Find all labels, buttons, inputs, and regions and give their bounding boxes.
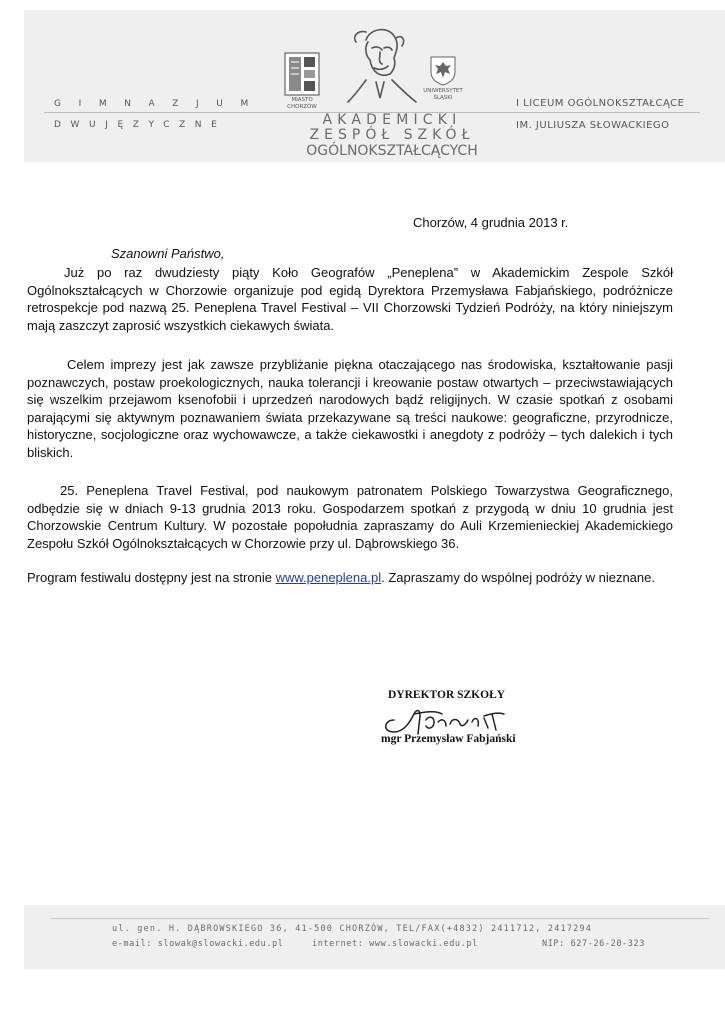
footer-nip: NIP: 627-26-20-323 [542,939,645,949]
paragraph-4-text-end: . Zapraszamy do wspólnej podróży w nieznane. [381,570,655,585]
paragraph-4-text-start: Program festiwalu dostępny jest na stronie [27,570,276,585]
letter-paragraph-2: Celem imprezy jest jak zawsze przybliżanie piękna otaczającego nas środowiska, kształtowanie pasji poznawczych, postaw proekologicznych, nauka tolerancji i kreowanie postaw otwartych – przeciwstawiających się wszelkim przejawom ksenofobii i uprzedzeń narodowych bądź religijnych. W czasie spotkań z osobami parającymi się aktywnym poznawaniem świata przekazywane są treści naukowe: geograficzne, przyrodnicze, historyczne, socjologiczne oraz wychowawcze, a także ciekawostki i anegdoty z podróży – tych dalekich i tych bliskich. [27,357,673,460]
letter-paragraph-4 [27,569,673,587]
university-caption: UNIWERSYTET ŚLĄSKI [423,88,463,101]
letter-greeting: Szanowni Państwo, [111,246,225,261]
portrait-sketch-icon [336,22,426,106]
school-name-line2: ZESPÓŁ SZKÓŁ [309,127,475,143]
handwritten-signature-icon [380,702,520,736]
school-name-line3: OGÓLNOKSZTAŁCĄCYCH [306,143,478,159]
signature-name: mgr Przemysław Fabjański [381,733,516,745]
footer-email: e-mail: slowak@slowacki.edu.pl [112,939,284,949]
letterhead-dwujezyczne: DWUJĘZYCZNE [54,120,227,130]
letter-paragraph-1: Już po raz dwudziesty piąty Koło Geografów „Peneplena” w Akademickim Zespole Szkół Ogólnokształcących w Chorzowie organizuje pod egidą Dyrektora Przemysława Fabjańskiego, podróżnicze retrospekcje pod nazwą 25. Peneplena Travel Festival – VII Chorzowski Tydzień Podróży, na który niniejszym mają zaszczyt zaprosić wszystkich ciekawych świata. [27,265,673,333]
letter-paragraph-3: 25. Peneplena Travel Festival, pod naukowym patronatem Polskiego Towarzystwa Geograficznego, odbędzie się w dniach 9-13 grudnia 2013 roku. Gospodarzem spotkań z przygodą w dniu 10 grudnia jest Chorzowskie Centrum Kultury. W pozostałe popołudnia zapraszamy do Auli Krzemienieckiej Akademickiego Zespołu Szkół Ogólnokształcących w Chorzowie przy ul. Dąbrowskiego 36. [27,483,673,551]
letterhead-patron: IM. JULIUSZA SŁOWACKIEGO [516,120,670,131]
city-logo [284,52,320,96]
letter-footer [24,905,725,969]
footer-address: ul. gen. H. DĄBROWSKIEGO 36, 41-500 CHORZÓW, TEL/FAX(+4832) 2411712, 2417294 [112,924,593,934]
letter-date: Chorzów, 4 grudnia 2013 r. [413,215,569,230]
university-eagle-icon [428,54,458,86]
city-logo-caption: MIASTO CHORZÓW [287,97,317,110]
footer-website: internet: www.slowacki.edu.pl [312,939,478,949]
footer-rule [50,918,710,919]
signature-title: DYREKTOR SZKOŁY [388,689,506,701]
festival-website-link[interactable]: www.peneplena.pl [275,570,382,585]
letterhead-gimnazjum: GIMNAZJUM [54,99,266,109]
school-name-line1: AKADEMICKI [322,112,462,128]
letterhead-liceum: I LICEUM OGÓLNOKSZTAŁCĄCE [516,98,685,109]
